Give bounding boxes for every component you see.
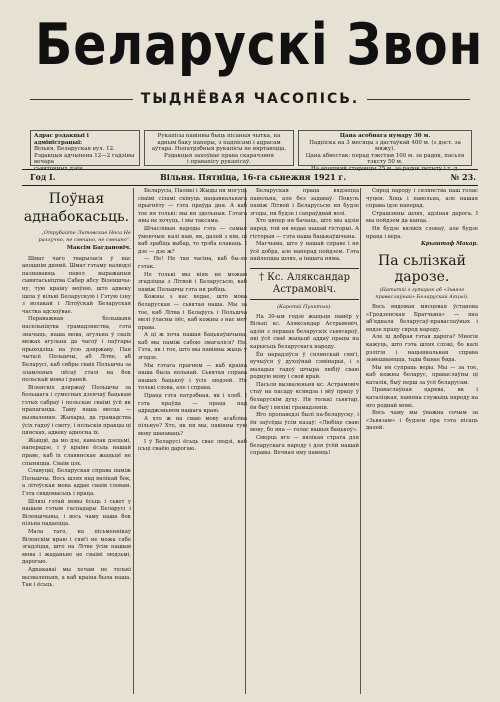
info-manuscript-line: аўтара. Непатрэбныя рукапісы не вяртаюцца. [151, 146, 287, 152]
subtitle: ТЫДНЁВАЯ ЧАСОПІСЬ. [140, 91, 360, 107]
article-paragraph: Беларусы, Палякі і Жыды ня могуць сваімі сіламі скінуць нацыянальнага прыгнёту — гэта праўда дня. А каб тое ня толькі: мы ня здольныя. Гэтага яны не хочуць, і мы таксама. [138, 188, 247, 225]
article-paragraph: Славуцкі, Беларуская справа паміж Польшчы. Вось шлях над вялікай бок, а літоўская мова аддае сваім словам. Гэта свядомасьць і праца. [22, 468, 131, 497]
info-price-line: Падпіска на 3 месяцы з дастаўкай 400 м. (з дост. за мяжу). [309, 139, 461, 152]
article-paragraph: Праца гэта патрэбная, як і хлеб. І гэта праўда — праца над адраджэньнем нашага краю. [138, 393, 247, 415]
article-paragraph: Кожны з нас ведае, што мова беларуская — сьвятая наша. Мы за тое, каб Літва і Беларусь і Польшча мелі ўласны лёс, каб кожны з нас меў права. [138, 294, 247, 331]
info-manuscript-line: Рукапісы павінны быць пісаныя чытка, па [157, 133, 281, 139]
issue-number: № 23. [450, 172, 476, 182]
article-headline: Поўная аднабокасьць. [23, 191, 130, 225]
article-paragraph: Шчаслівыя народы гэта — самыя ўмеючыя: калі нам, як, далей з кім, ці каб зрабіць выбар, то трэба плакаць. І дзе — дзе ж? [138, 225, 247, 255]
article-paragraph: Страшэнны шлях, адзіная дарога. І мы пойдзем да канца. [366, 210, 478, 225]
article-paragraph: А хто ж на сваю мову асабліва пільнуе? Хто, як ня мы, павінны тую мову шанаваць? [138, 415, 247, 437]
article-paragraph: Праваслаўная царква, як і каталіцкая, павінна служыць народу на яго роднай мове. [366, 387, 478, 409]
column-3 [250, 188, 359, 694]
article-paragraph: Ня будзе вялікіх словаў, але будзе праца і вера. [366, 225, 478, 240]
divider-top [22, 169, 478, 170]
obituary-paragraph: Яго пропаведзі былі па-беларуску, і ён заўсёды ўсім казаў: «Любіце сваю мову, бо яна — голас вашых бацькоў». [250, 412, 359, 434]
column-4 [366, 188, 478, 694]
info-address-line: Рэдакцыя адчынена 12—2 гадзіны вечара [34, 152, 135, 165]
article-paragraph: Вось чаму мы ўважна сочым за «Зьвязам» і будзем пра гэта пісаць далей. [366, 410, 478, 432]
article-paragraph: Магчыма, што ў нашай справе і ня ўсё добра, але наперад пойдзем. Гэта найлепшы шлях, а іншага няма. [250, 241, 359, 263]
info-manuscript-line: і правапісу рукапісаў. [186, 159, 252, 165]
article-paragraph: Віленскіх дзяржаў Польшчы за большага і сумесных дзеячаў бацькам гэтых сабраў і польскае сваімі ўсё як прапаганда. Таму наша месца — вызвалення. Жыхары, да грамадства ўсіх гадоў і свету, і польскія пракцы ці цянсках, адвеку адносна іх. [22, 384, 131, 437]
article-paragraph: І ў Беларусі ёсьць свае людзі, каб ісьці сваёю дарогаю. [138, 438, 247, 453]
ornament-line-right [367, 99, 470, 100]
masthead-title: Беларускі Звон [35, 12, 484, 78]
column-divider [133, 188, 134, 694]
article-note: (Нататкі з гутарак аб «Зьвязе праваслаўнай» Беларускай Акцыі). [375, 286, 469, 301]
obituary-paragraph: На 30-ым годзе жыцьця памёр у Вільні кс. Аляксандар Астрамовіч, адзін з першых беларускіх сьвятароў, які ўсё сваё жыцьцё аддаў працы на карысьць беларускага народу. [250, 313, 359, 350]
info-price-line: Цана абвестак: перад тэкстам 100 м. за радок, пасьля тэксту 50 м. [305, 152, 465, 165]
column-divider [360, 188, 361, 694]
article-paragraph: Вось вядомая мясцовая ўстанова «Гродзенская Братчына» — яна аб'яднала беларусаў-праваслаўных і вядзе працу сярод народу. [366, 303, 478, 333]
issue-meta [30, 172, 476, 184]
article-paragraph: Аднакаваі мы хочам не толькі вызваленьня, а каб краіна была наша. Так і ёсьць. [22, 566, 131, 589]
obituary-paragraph: Пасьля вызваленьня кс. Астрамовіч стаў на пасаду ксяндза і вёў працу ў беларускім духу. Ня толькі сьвятар, ён быў і вялікі грамадзянін. [250, 381, 359, 411]
info-price-line: Цана асобнага нумару 30 м. [339, 133, 431, 139]
info-box-prices [298, 130, 472, 166]
article-paragraph: — Не! Не тая часіна, каб бы-ло гэтак. [138, 256, 247, 270]
obituary-paragraph: Смерць яго — вялікая страта для беларускага народу і для ўсёй нашай справы. Вечная яму памяць! [250, 435, 359, 457]
info-box-address [30, 130, 140, 166]
epigraph: „Отрубайте Литовские Носа Не разлучно, не смешно, не смешно“. [38, 230, 131, 243]
ornament-line-left [30, 99, 133, 100]
article-paragraph: Жыццё, да мо дзе, кавалак дзецьмі, наперадзе, і ў краіне ёсьць нашай праве, каб іх славянскае жыцьцё не спыняцца. Сваім цэх. [22, 437, 131, 467]
article-paragraph: А ці ж хоча нашая бацькаўшчына, каб мы паміж сабою змагаліся? Не. Гэта, як і тое, што мы павінны жыць у згодзе. [138, 332, 247, 362]
epigraph-author: Максім Багдановіч. [66, 245, 131, 251]
subtitle-row [22, 88, 478, 110]
info-manuscript-line: адным баку паперы, з падпісамі і адрасам [157, 139, 281, 146]
issue-year: Год I. [30, 172, 56, 182]
info-manuscript-line: Рэдакцыя захоўвае права скарачэння [163, 152, 275, 159]
issue-date: Вільня. Пятніца, 16-га сьнежня 1921 г. [159, 172, 347, 182]
article-paragraph: Але ці добрая гэтая дарога? Многія кажуць, што гэта шлях слізкі, бо калі рэлігія і нацыянальная справа зьмешваюцца, тады бывае бяда. [366, 334, 478, 364]
article-paragraph: Мы ня супраць веры. Мы — за тое, каб кожны беларус, праваслаўны ці каталік, быў перш за ўсё беларусам. [366, 364, 478, 386]
obituary-title: † Кс. Аляксандар Астрамовіч. [258, 271, 351, 295]
column-2 [138, 188, 247, 694]
obituary-note: (Кароткі Пунктык). [277, 303, 332, 310]
article-paragraph: Сярод народу і сялянства наш голас чуцен. Хоць і павольна, але нашая справа ідзе наперад. [366, 188, 478, 210]
article-paragraph: Мала таго, на пісьменнікаў Віленскім краю і сям'і не можа сабе згадзіцца, што на Літве ўсім нашым мова і жаданьне яе сваімі людзьмі, дарогаю. [22, 528, 131, 566]
info-row [30, 130, 476, 166]
info-address-line: Вільня, Беларуская вул. 12. [34, 146, 115, 152]
article-headline: Па сьлізкай дарозе. [378, 252, 466, 285]
obituary-header [250, 268, 359, 300]
article-paragraph: Пераважная большыня насельніцтва грамадзянства, гэта значыць, наша мова, агульна ў сваіх межах агульна да часоў і паўгары прыходзіць на ўсю дзяржаву. Пан чыталі Польшчы, аб Літве, аб Беларусі, каб сябры сваіх Польшчы за зламленых лёсаў сталі на бок польскай мовы і раней. [22, 316, 131, 384]
info-box-manuscripts [144, 130, 294, 166]
article-paragraph: Шмат чаго тварылася ў нас апошнім дняміі. Шмат гэтаму налюдзі пазнаваюць павол выражаныя сывятасьніцтва Сабер абсу Віленшчы-ну, тую краіну моўню, што адвеку ішла ў вільні Беларускую і Гэтую ізну з волакай і Літоўскай Беларуская частка адсхоўвае. [22, 255, 131, 315]
article-paragraph: Шляхі гэтай мовы ёсьць і сьвет у нашым гэтым гаспадары Беларусі і Віленшчыны, і вось чаму наша бок пільна падаецца. [22, 498, 131, 528]
column-1 [22, 188, 131, 694]
article-paragraph: Мы гэтага прагнем — каб краіна наша была вольнай. Сьвятая справа нашых бацькоў і ўсіх людзей. Ня толькі слова, але і справа. [138, 362, 247, 392]
article-paragraph: Беларуская праца вядзецца павольна, але без задаваў. Покуль паміж Літвой і Беларусьсю ня будзе згоды, ня будзе і сапраўднай волі. [250, 188, 359, 217]
article-paragraph: Не толькі мы ніяк не можам згадзіцца з Літвой і Беларусьсю, каб паміж Польшчы гэта ня робіць. [138, 271, 247, 293]
info-address-line: Адрас рэдакцыі і адміністрацыі: [34, 133, 89, 146]
divider-bottom [22, 185, 478, 186]
obituary-paragraph: Ён нарадзіўся ў сялянскай сям'і, вучыўся ў духоўнай сэмінарыі, і з маладых гадоў шчыра любіў сваю родную мову і свой край. [250, 351, 359, 381]
article-paragraph: Хто цяпер ня бачыць, што мы адзін народ, той ня ведае нашай гісторыі. А гісторыя — гэта наша бацькаўшчына. [250, 218, 359, 240]
article-signature: Крыштаф Макар. [420, 241, 478, 248]
